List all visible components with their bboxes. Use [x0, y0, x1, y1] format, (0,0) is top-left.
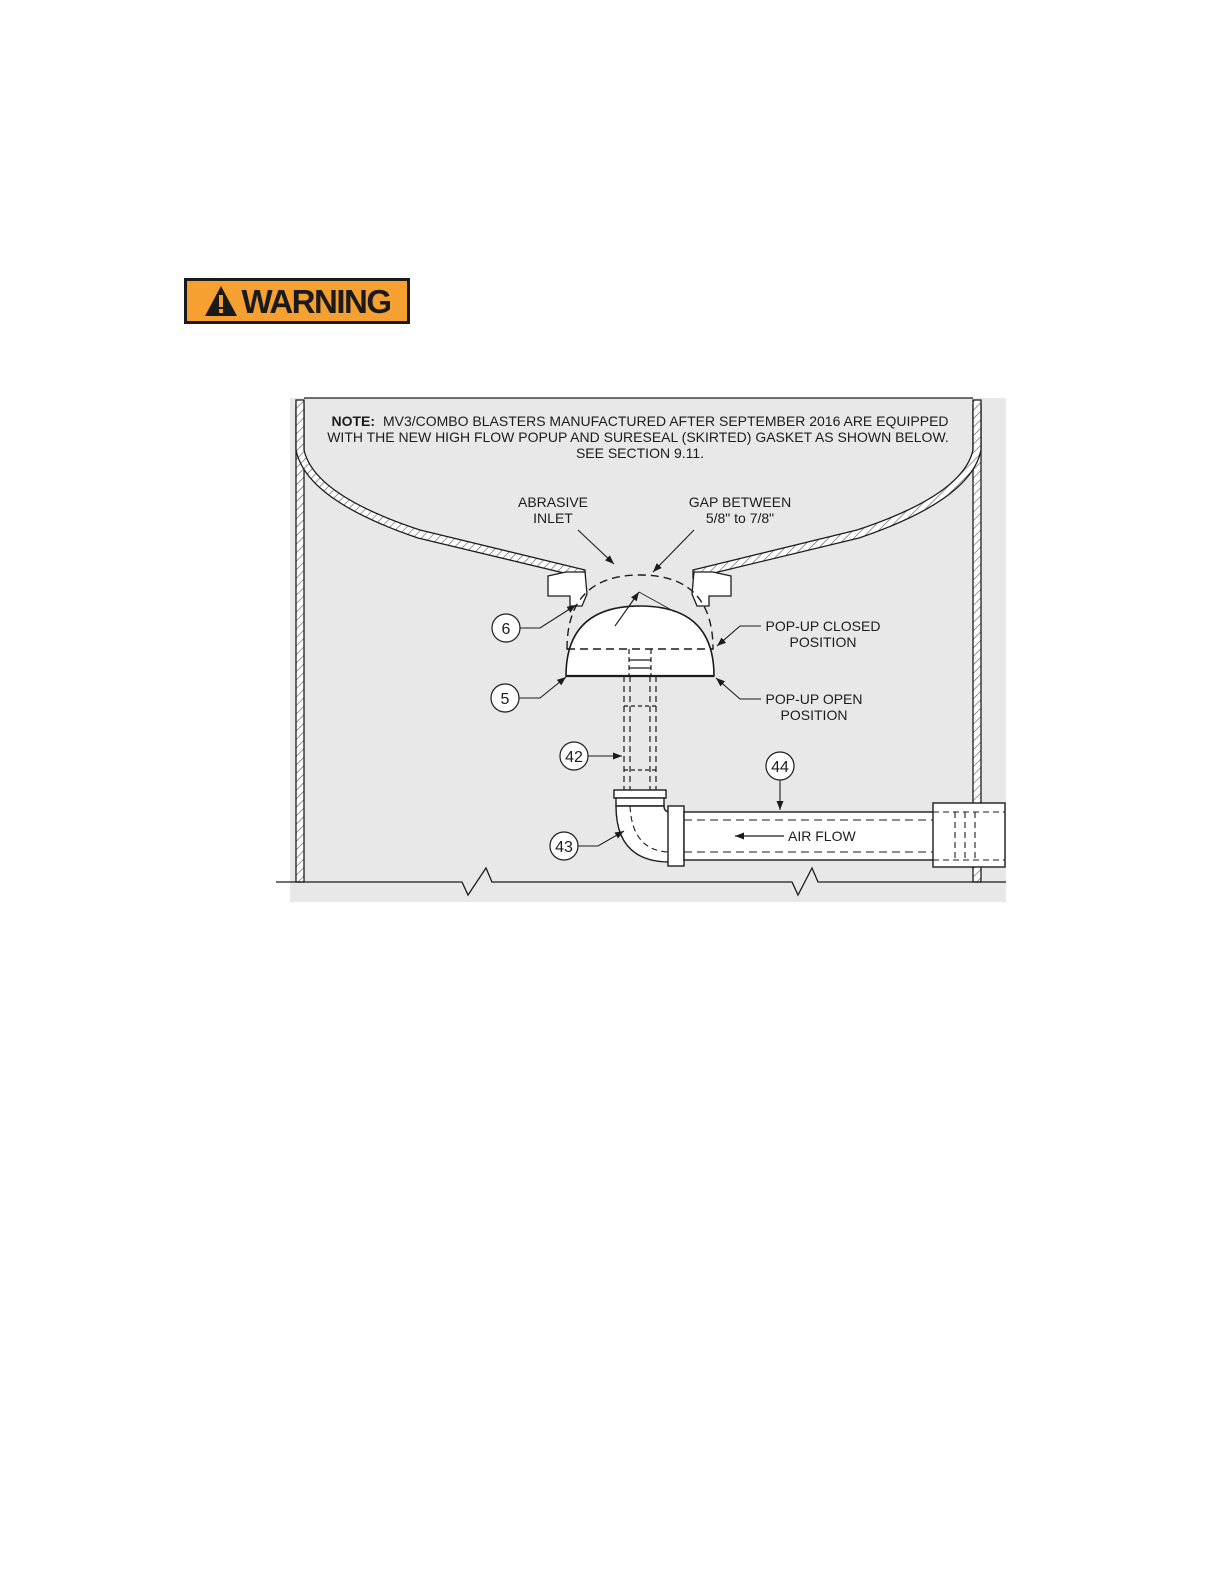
gap-label-2: 5/8" to 7/8": [705, 510, 775, 526]
callout-6-number: 6: [501, 621, 511, 638]
callout-5-number: 5: [500, 691, 510, 708]
note-line-1-text: MV3/COMBO BLASTERS MANUFACTURED AFTER SEPTEMBER 2016 ARE EQUIPPED: [382, 413, 949, 429]
callout-44-number: 44: [771, 759, 789, 776]
warning-text: WARNING: [241, 282, 391, 320]
abrasive-inlet-label-1: ABRASIVE: [517, 494, 589, 510]
callout-43-number: 43: [555, 839, 573, 856]
popup-open-label-1: POP-UP OPEN: [765, 691, 863, 707]
air-flow-label: AIR FLOW: [788, 828, 856, 844]
note-line-3: SEE SECTION 9.11.: [575, 445, 705, 461]
note-line-2: WITH THE NEW HIGH FLOW POPUP AND SURESEAL (SKIRTED) GASKET AS SHOWN BELOW.: [327, 429, 949, 445]
abrasive-inlet-label-2: INLET: [533, 510, 573, 526]
popup-closed-label-1: POP-UP CLOSED: [765, 618, 881, 634]
note-prefix: NOTE:: [331, 413, 376, 429]
vessel-wall-left: [296, 405, 304, 882]
callout-42-number: 42: [565, 749, 583, 766]
pipe-coupling: [933, 803, 1005, 867]
popup-closed-label-2: POSITION: [789, 634, 857, 650]
popup-open-label-2: POSITION: [780, 707, 848, 723]
gap-label-1: GAP BETWEEN: [688, 494, 792, 510]
note-line-1: [331, 413, 948, 429]
